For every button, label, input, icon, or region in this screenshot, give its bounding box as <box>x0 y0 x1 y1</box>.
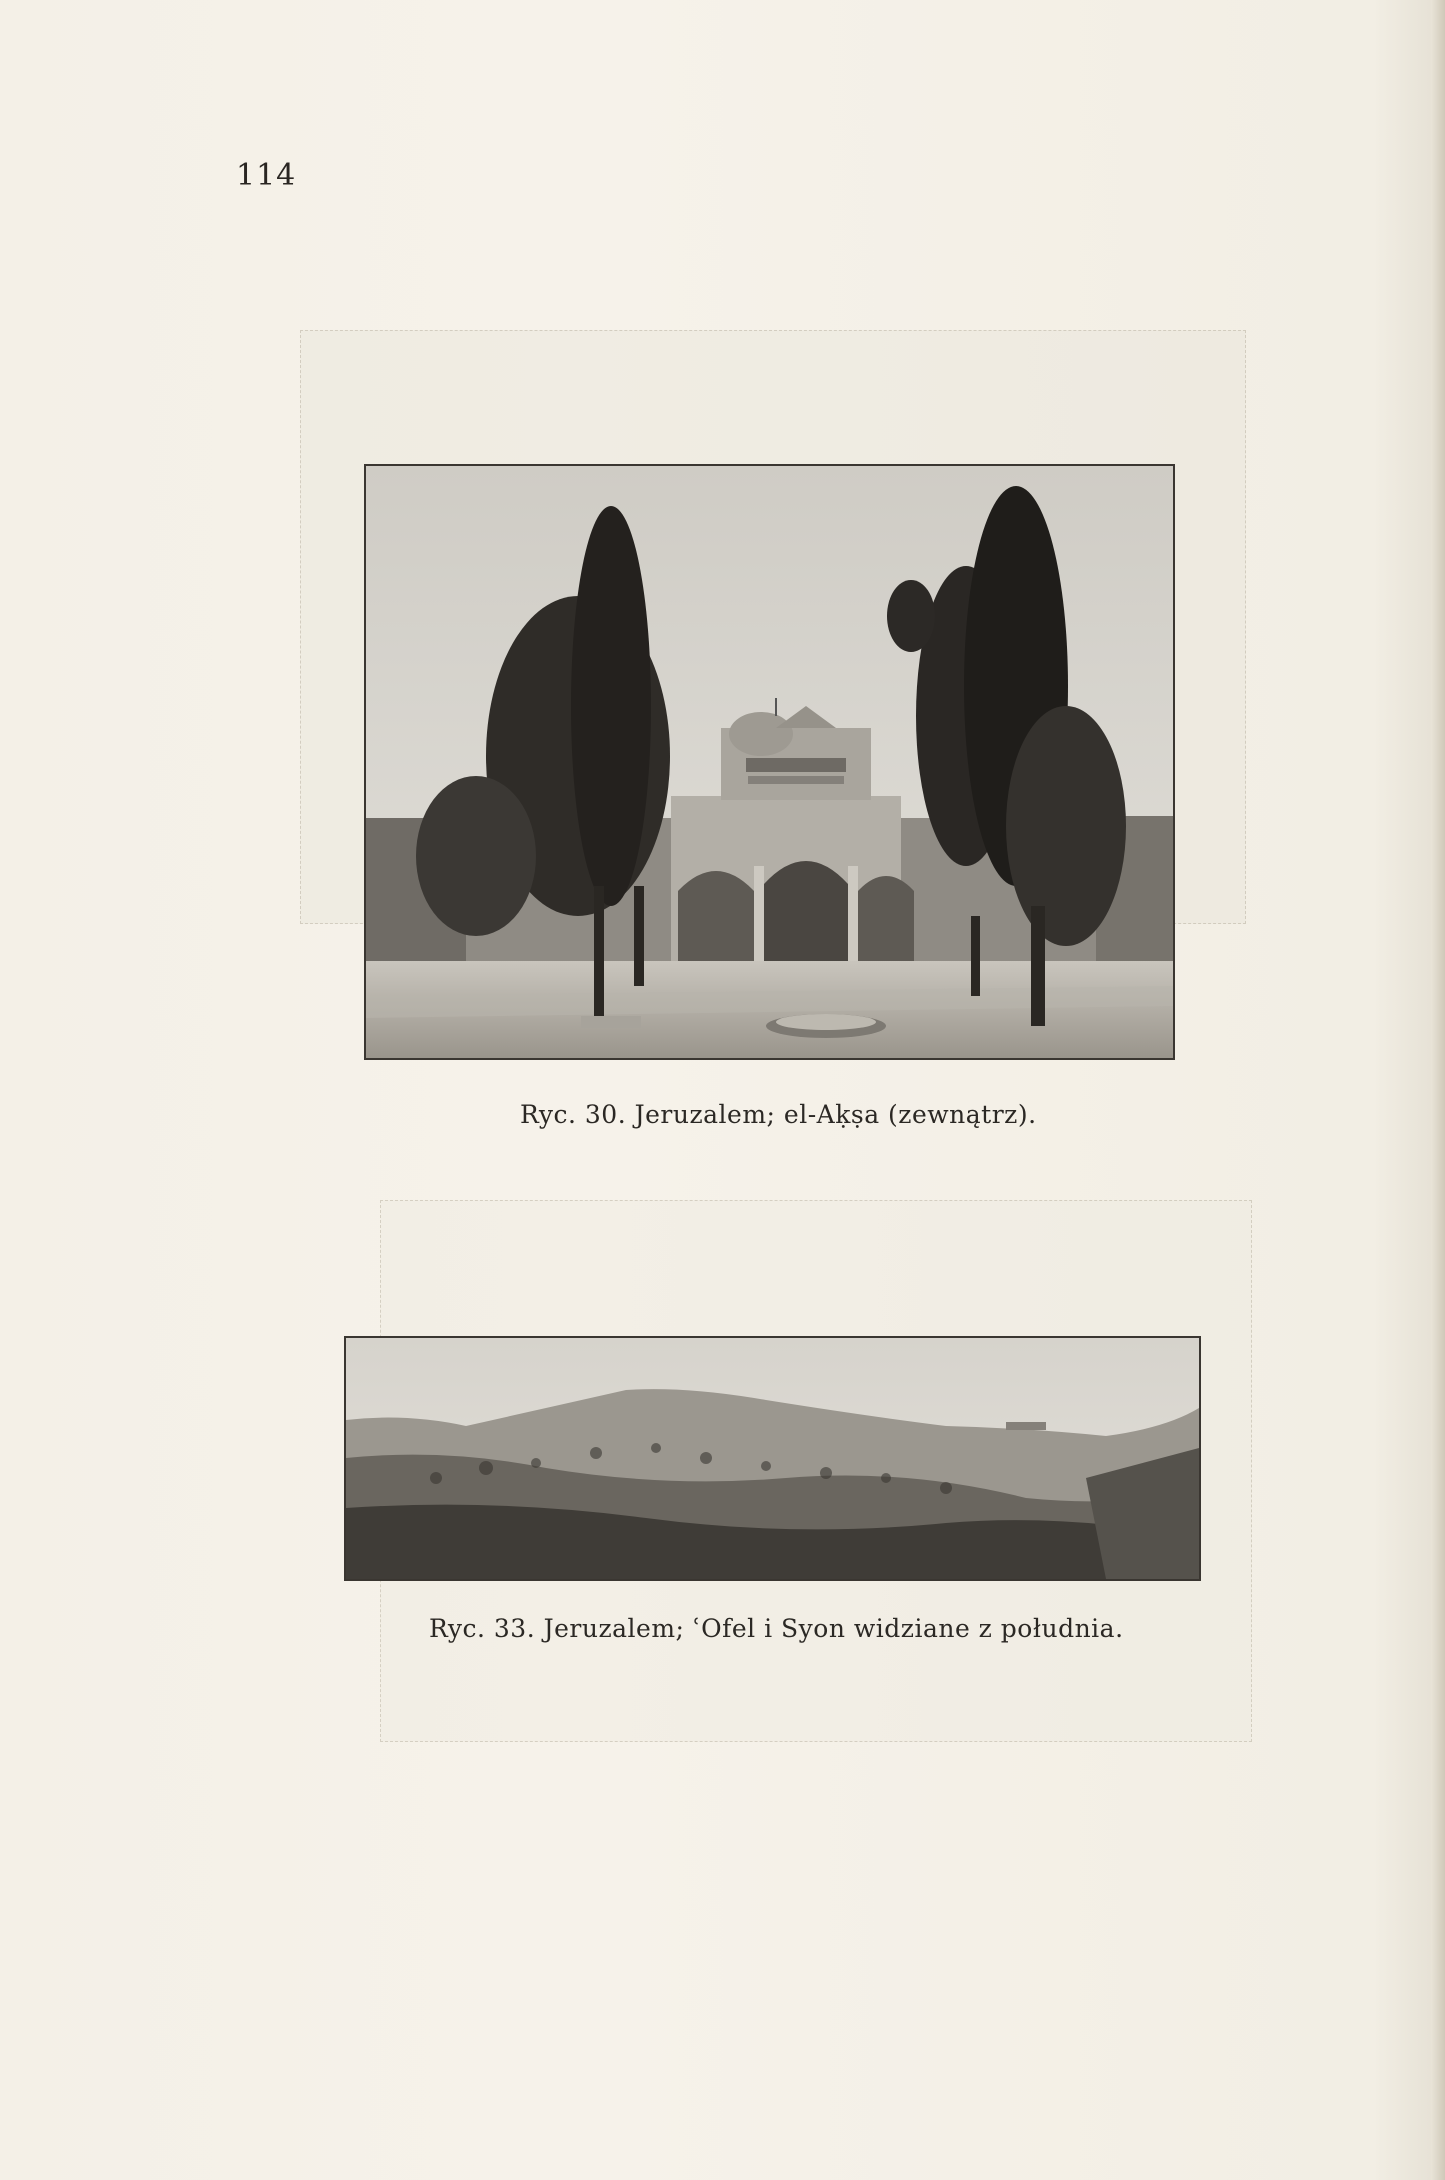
page-number: 114 <box>236 158 297 193</box>
page-edge <box>1431 0 1445 2180</box>
figure-caption: Ryc. 33. Jeruzalem; ʿOfel i Syon widziane z południa. <box>429 1614 1124 1643</box>
figure-caption: Ryc. 30. Jeruzalem; el-Aḳṣa (zewnątrz). <box>520 1100 1037 1129</box>
figure-photo-ofel-syon <box>344 1336 1201 1581</box>
figure-photo-el-aksa <box>364 464 1175 1060</box>
